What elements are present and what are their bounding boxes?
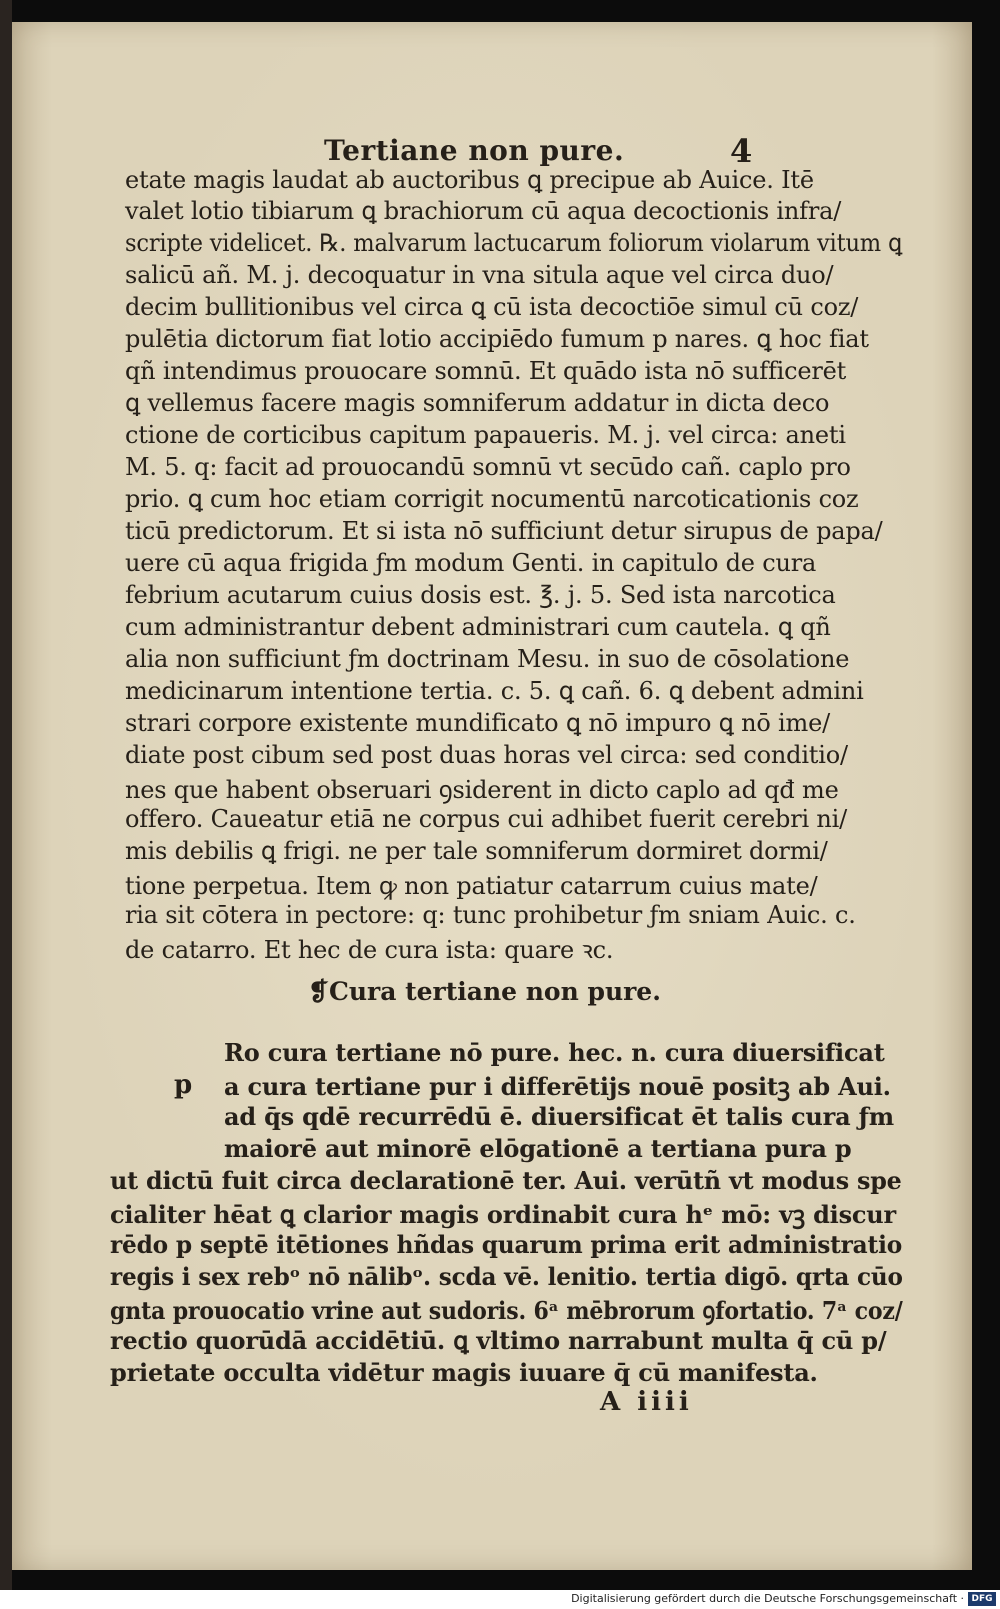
body-line: M. 5. q: facit ad prouocandū somnū vt secūdo cañ. caplo pro [125, 453, 851, 481]
body-line: ria sit cōtera in pectore: q: tunc prohibetur ƒm sniam Auic. c. [125, 901, 856, 929]
section-line: ad q̄s qdē recurrēdū ē. diuersificat ēt talis cura ƒm [224, 1102, 894, 1131]
body-line: diate post cibum sed post duas horas vel circa: sed conditio/ [125, 741, 848, 769]
body-line: qñ intendimus prouocare somnū. Et quādo ista nō sufficerēt [125, 357, 847, 385]
body-line: valet lotio tibiarum ꝗ brachiorum cū aqua decoctionis infra/ [125, 197, 842, 225]
body-line: prio. ꝗ cum hoc etiam corrigit nocumentū narcoticationis coz [125, 485, 859, 513]
section-line: Ro cura tertiane nō pure. hec. n. cura diuersificat [224, 1038, 885, 1067]
body-line: alia non sufficiunt ƒm doctrinam Mesu. in suo de cōsolatione [125, 645, 850, 673]
guide-initial: p [174, 1070, 193, 1100]
body-line: medicinarum intentione tertia. c. 5. ꝗ cañ. 6. ꝗ debent admini [125, 677, 864, 705]
section-line: gnta prouocatio vrine aut sudoris. 6ᵃ mēbrorum ꝯfortatio. 7ᵃ coz/ [110, 1296, 903, 1325]
body-line: cum administrantur debent administrari cum cautela. ꝗ qñ [125, 613, 831, 641]
signature-mark: A iiii [600, 1387, 693, 1417]
section-line: prietate occulta vidētur magis iuuare q̄ cū manifesta. [110, 1358, 818, 1387]
body-line: ctione de corticibus capitum papaueris. M. j. vel circa: aneti [125, 421, 846, 449]
body-line: salicū añ. M. j. decoquatur in vna situla aque vel circa duo/ [125, 261, 834, 289]
book-page [12, 22, 972, 1570]
section-line: a cura tertiane pur i differētijs nouē positꝫ ab Aui. [224, 1072, 891, 1101]
body-line: nes que habent obseruari ꝯsiderent in dicto caplo ad qđ me [125, 776, 839, 804]
body-line: pulētia dictorum fiat lotio accipiēdo fumum p nares. ꝗ hoc fiat [125, 325, 869, 353]
funding-notice: Digitalisierung gefördert durch die Deutsche Forschungsgemeinschaft · [571, 1592, 964, 1605]
section-line: rectio quorūdā accidētiū. ꝗ vltimo narrabunt multa q̄ cū p/ [110, 1326, 887, 1355]
body-line: de catarro. Et hec de cura ista: quare ꝛc. [125, 936, 614, 964]
section-line: maiorē aut minorē elōgationē a tertiana pura p [224, 1134, 852, 1163]
body-line: tione perpetua. Item ꝙ non patiatur catarrum cuius mate/ [125, 872, 818, 900]
body-line: ticū predictorum. Et si ista nō sufficiunt detur sirupus de papa/ [125, 517, 883, 545]
body-line: febrium acutarum cuius dosis est. ℥. j. 5. Sed ista narcotica [125, 581, 836, 609]
running-head: Tertiane non pure. [324, 134, 625, 167]
body-line: scripte videlicet. ℞. malvarum lactucarum foliorum violarum vitum ꝗ [125, 229, 903, 257]
section-heading: ❡Cura tertiane non pure. [308, 977, 661, 1006]
body-line: etate magis laudat ab auctoribus ꝗ precipue ab Auice. Itē [125, 166, 814, 194]
section-line: regis i sex rebᵒ nō nālibᵒ. scda vē. lenitio. tertia digō. qrta cūo [110, 1262, 903, 1291]
body-line: offero. Caueatur etiā ne corpus cui adhibet fuerit cerebri ni/ [125, 805, 847, 833]
folio-number: 4 [730, 132, 753, 170]
section-line: rēdo p septē itētiones hñdas quarum prima erit administratio [110, 1230, 903, 1259]
section-line: cialiter hēat ꝗ clarior magis ordinabit cura hᵉ mō: vꝫ discur [110, 1200, 897, 1229]
body-line: ꝗ vellemus facere magis somniferum addatur in dicta deco [125, 389, 830, 417]
body-line: uere cū aqua frigida ƒm modum Genti. in capitulo de cura [125, 549, 817, 577]
section-line: ut dictū fuit circa declarationē ter. Aui. verūtñ vt modus spe [110, 1166, 902, 1195]
body-line: strari corpore existente mundificato ꝗ nō impuro ꝗ nō ime/ [125, 709, 830, 737]
book-spine-edge [0, 0, 12, 1609]
body-line: mis debilis ꝗ frigi. ne per tale somniferum dormiret dormi/ [125, 837, 828, 865]
body-line: decim bullitionibus vel circa ꝗ cū ista decoctiōe simul cū coz/ [125, 293, 859, 321]
dfg-logo-icon: DFG [968, 1592, 996, 1606]
